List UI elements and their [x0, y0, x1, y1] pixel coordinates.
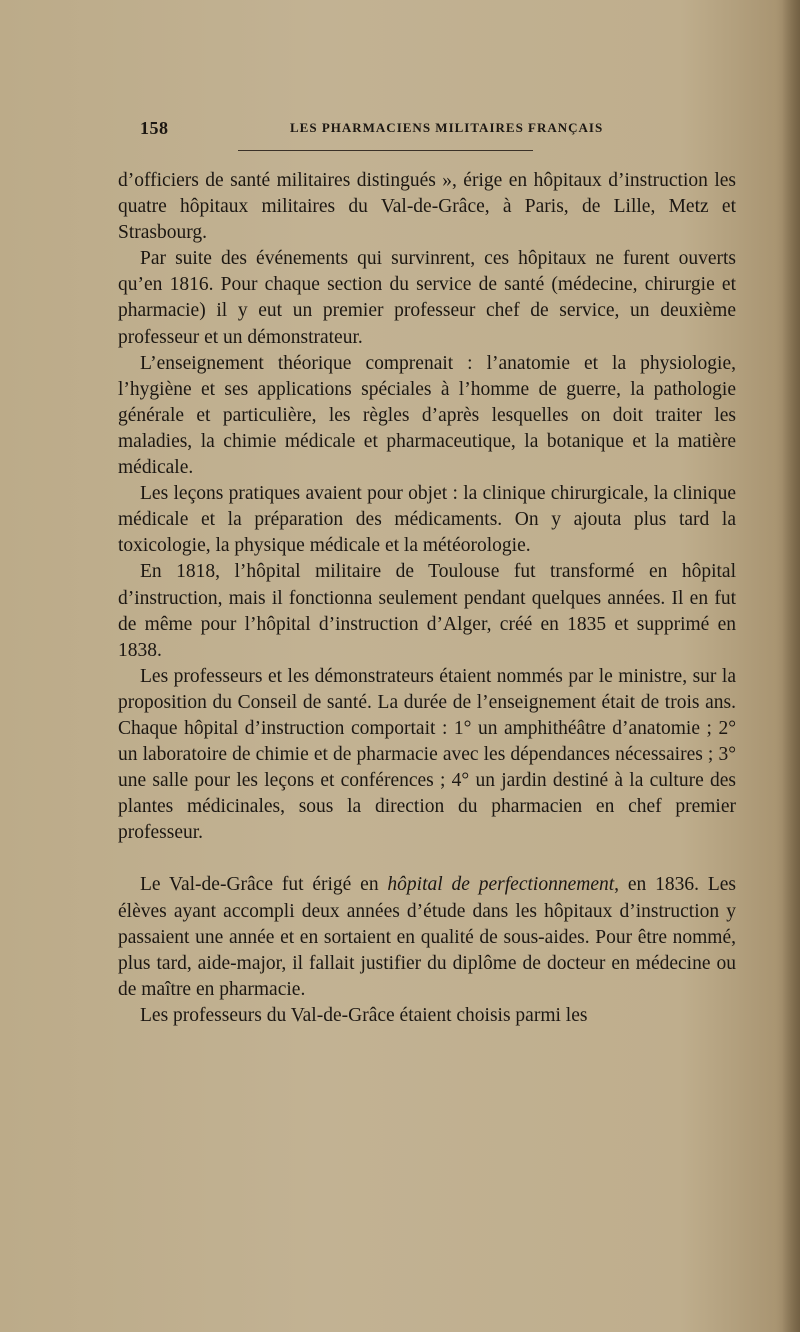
page-header — [140, 118, 740, 140]
paragraph-7 — [118, 872, 736, 1002]
paragraph-7-end: , en 1836. Les élèves ayant accompli deux années d’étude dans les hôpitaux d’instruction y passaient une année et en sortaient en qualité de sous-aides. Pour être nommé, plus tard, aide-major, il fallait justifier du diplôme de docteur en médecine ou de maître en pharmacie. — [118, 874, 737, 1000]
page-edge-shadow — [782, 0, 800, 1332]
paragraph-1: d’officiers de santé militaires distingués », érige en hôpitaux d’instruction les quatre hôpitaux militaires du Val-de-Grâce, à Paris, de Lille, Metz et Strasbourg. — [118, 170, 736, 244]
paragraph-2: Par suite des événements qui survinrent, ces hôpitaux ne furent ouverts qu’en 1816. Pour chaque section du service de santé (médecine, chirurgie et pharmacie) il y eut un premier professeur chef de service, un deuxième professeur et un démonstrateur. — [118, 248, 736, 348]
paragraph-7-start: Le Val-de-Grâce fut érigé en — [140, 874, 388, 896]
paragraph-6: Les professeurs et les démonstrateurs étaient nommés par le ministre, sur la proposition du Conseil de santé. La durée de l’enseignement était de trois ans. Chaque hôpital d’instruction comportait : 1° un amphithéâtre d’anatomie ; 2° un laboratoire de chimie et de pharmacie avec les dépendances nécessaires ; 3° une salle pour les leçons et conférences ; 4° un jardin destiné à la culture des plantes médicinales, sous la direction du pharmacien en chef premier professeur. — [118, 665, 736, 844]
paragraph-8: Les professeurs du Val-de-Grâce étaient choisis parmi les — [140, 1004, 588, 1026]
paragraph-4: Les leçons pratiques avaient pour objet : la clinique chirurgicale, la clinique médicale et la préparation des médicaments. On y ajouta plus tard la toxicologie, la physique médicale et la météorologie. — [118, 483, 736, 557]
page-number: 158 — [140, 118, 169, 138]
header-rule — [238, 150, 533, 151]
paragraph-3: L’enseignement théorique comprenait : l’anatomie et la physiologie, l’hygiène et ses applications spéciales à l’homme de guerre, la pathologie générale et particulière, les règles d’après lesquelles on doit traiter les maladies, la chimie médicale et pharmaceutique, la botanique et la matière médicale. — [118, 352, 736, 479]
body-text — [118, 168, 736, 1029]
paragraph-7-italic: hôpital de perfectionnement — [387, 874, 615, 896]
running-title: LES PHARMACIENS MILITAIRES FRANÇAIS — [290, 120, 604, 135]
paragraph-5: En 1818, l’hôpital militaire de Toulouse fut transformé en hôpital d’instruction, mais il fonctionna seulement pendant quelques années. Il en fut de même pour l’hôpital d’instruction d’Alger, créé en 1835 et supprimé en 1838. — [118, 561, 736, 661]
